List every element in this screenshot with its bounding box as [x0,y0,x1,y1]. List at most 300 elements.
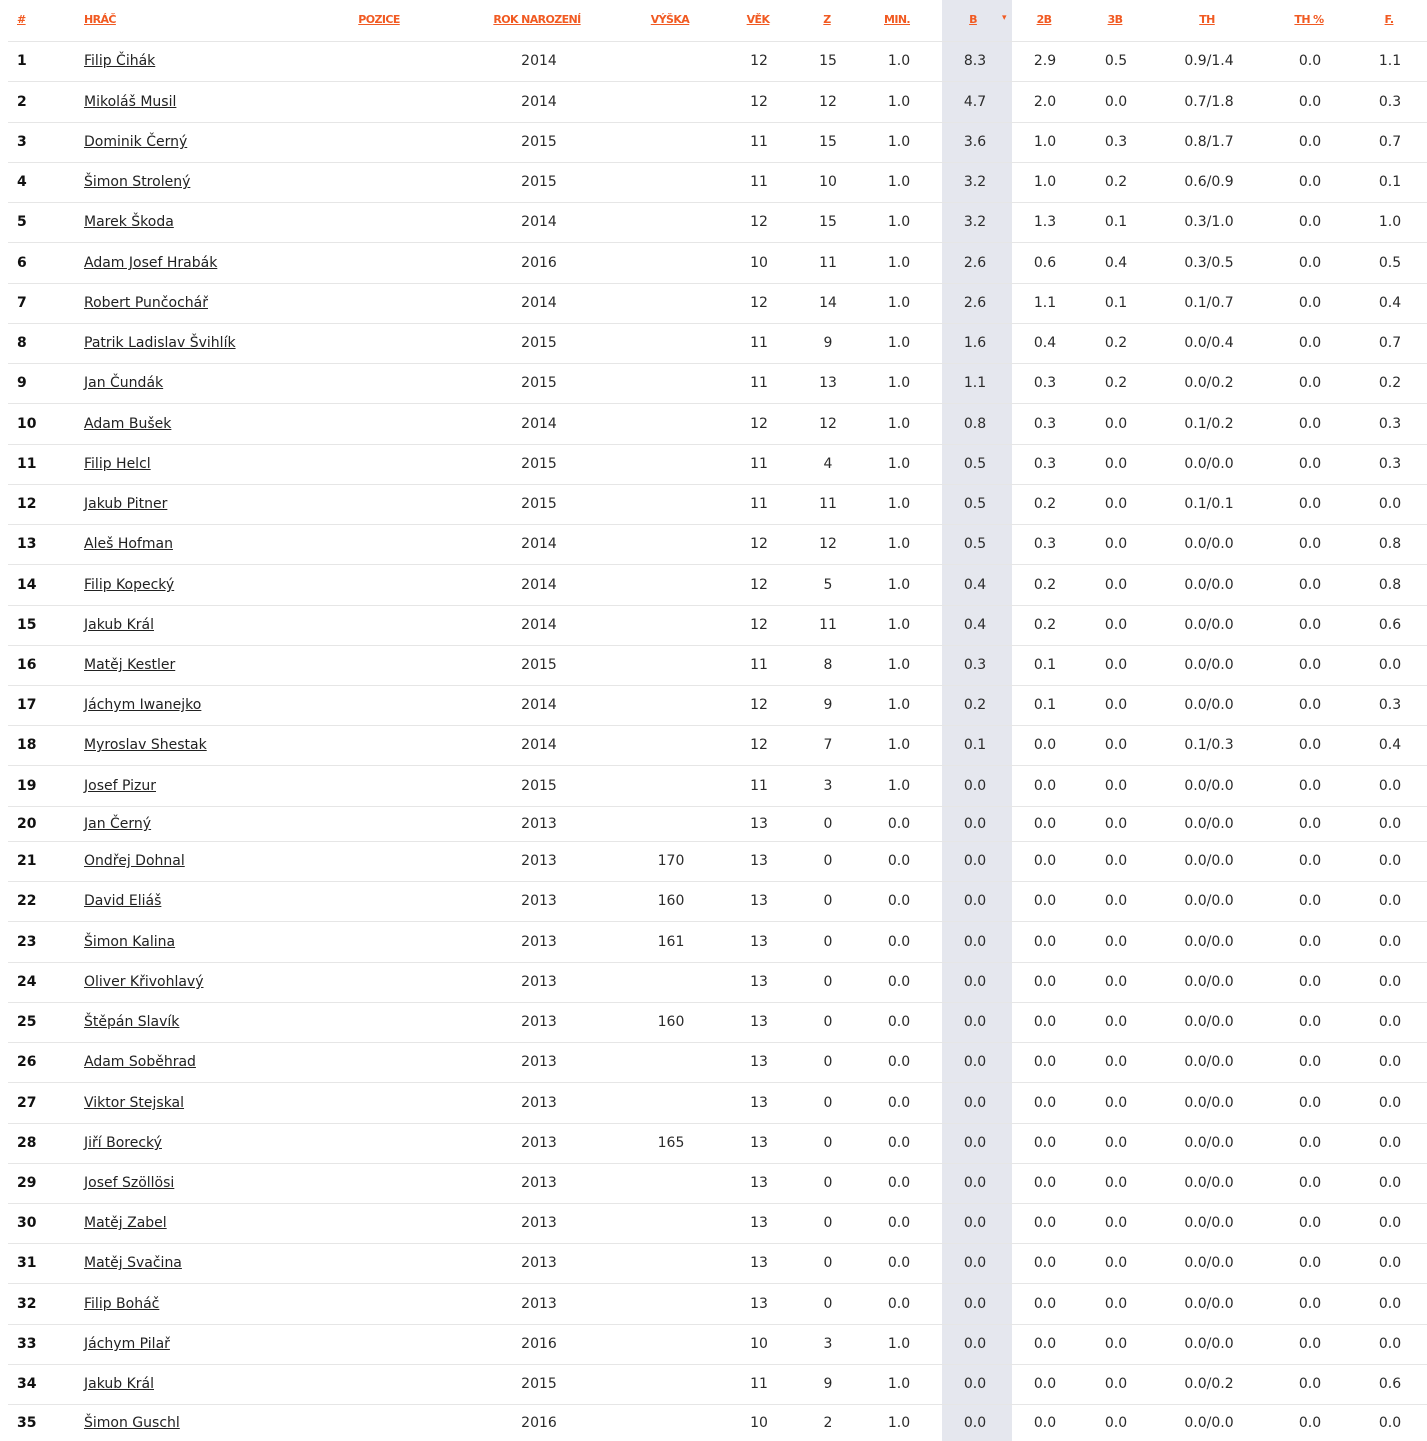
player-link[interactable]: Josef Szöllösi [84,1175,175,1191]
cell-minutes: 1.0 [887,496,911,512]
cell-free-throws: 0.0/0.0 [1184,1014,1234,1030]
cell-ft-pct: 0.0 [1298,816,1322,832]
player-link[interactable]: Patrik Ladislav Švihlík [84,335,236,351]
cell-height: 165 [657,1135,685,1151]
cell-rank: 7 [17,295,27,311]
table-header [0,0,1427,41]
player-link[interactable]: Jakub Král [84,1376,154,1392]
column-header-age[interactable]: VĚK [746,13,770,26]
column-header-fouls[interactable]: F. [1384,13,1394,26]
cell-ft-pct: 0.0 [1298,853,1322,869]
cell-points: 0.5 [963,456,987,472]
player-link[interactable]: Matěj Kestler [84,657,176,673]
cell-fouls: 0.0 [1378,1215,1402,1231]
cell-fouls: 0.8 [1378,536,1402,552]
cell-points: 0.0 [963,974,987,990]
cell-three-pt: 0.0 [1104,1014,1128,1030]
cell-height: 170 [657,853,685,869]
table-row [0,323,1427,363]
player-link[interactable]: Jiří Borecký [84,1135,162,1151]
cell-rank: 32 [17,1296,37,1312]
player-link[interactable]: Ondřej Dohnal [84,853,185,869]
cell-free-throws: 0.1/0.3 [1184,737,1234,753]
cell-rank: 29 [17,1175,37,1191]
cell-games: 14 [819,295,837,311]
cell-rank: 2 [17,94,27,110]
cell-fouls: 0.4 [1378,295,1402,311]
player-link[interactable]: Filip Kopecký [84,577,175,593]
column-header-games[interactable]: Z [823,13,831,26]
cell-fouls: 0.3 [1378,697,1402,713]
cell-ft-pct: 0.0 [1298,1255,1322,1271]
row-divider [8,81,1427,82]
cell-birth-year: 2013 [521,1095,557,1111]
table-row [0,363,1427,403]
cell-free-throws: 0.0/0.0 [1184,934,1234,950]
cell-points: 1.6 [963,335,987,351]
cell-age: 12 [750,697,768,713]
cell-fouls: 0.0 [1378,1095,1402,1111]
cell-birth-year: 2015 [521,657,557,673]
cell-rank: 8 [17,335,27,351]
player-link[interactable]: Filip Čihák [84,53,156,69]
player-link[interactable]: Adam Soběhrad [84,1054,196,1070]
cell-rank: 14 [17,577,37,593]
player-link[interactable]: Jakub Pitner [84,496,168,512]
table-row [0,1082,1427,1123]
cell-three-pt: 0.0 [1104,536,1128,552]
cell-three-pt: 0.0 [1104,416,1128,432]
cell-minutes: 0.0 [887,974,911,990]
cell-three-pt: 0.0 [1104,1095,1128,1111]
table-row [0,1404,1427,1441]
cell-ft-pct: 0.0 [1298,657,1322,673]
cell-points: 1.1 [963,375,987,391]
table-row [0,1002,1427,1042]
cell-three-pt: 0.0 [1104,934,1128,950]
cell-minutes: 1.0 [887,577,911,593]
cell-rank: 24 [17,974,37,990]
cell-ft-pct: 0.0 [1298,1054,1322,1070]
column-header-player[interactable]: HRÁČ [84,13,116,26]
cell-points: 3.2 [963,214,987,230]
cell-minutes: 1.0 [887,214,911,230]
cell-minutes: 0.0 [887,1135,911,1151]
cell-three-pt: 0.0 [1104,778,1128,794]
cell-two-pt: 2.0 [1033,94,1057,110]
player-link[interactable]: Viktor Stejskal [84,1095,185,1111]
cell-birth-year: 2014 [521,536,557,552]
cell-two-pt: 0.3 [1033,456,1057,472]
cell-points: 0.0 [963,1014,987,1030]
cell-three-pt: 0.0 [1104,816,1128,832]
cell-free-throws: 0.9/1.4 [1184,53,1234,69]
cell-birth-year: 2013 [521,1296,557,1312]
cell-three-pt: 0.0 [1104,1054,1128,1070]
cell-games: 12 [819,416,837,432]
cell-rank: 1 [17,53,27,69]
cell-ft-pct: 0.0 [1298,737,1322,753]
cell-minutes: 1.0 [887,53,911,69]
cell-points: 0.0 [963,1054,987,1070]
table-row [0,283,1427,323]
cell-points: 0.0 [963,816,987,832]
player-link[interactable]: Aleš Hofman [84,536,173,552]
cell-fouls: 1.1 [1378,53,1402,69]
cell-minutes: 0.0 [887,1095,911,1111]
row-divider [8,564,1427,565]
cell-rank: 17 [17,697,37,713]
table-row [0,645,1427,685]
cell-two-pt: 0.0 [1033,1296,1057,1312]
cell-two-pt: 0.0 [1033,1014,1057,1030]
cell-two-pt: 0.0 [1033,934,1057,950]
cell-fouls: 0.0 [1378,934,1402,950]
table-row [0,122,1427,162]
cell-fouls: 0.6 [1378,617,1402,633]
column-header-two-pt[interactable]: 2B [1036,13,1052,26]
cell-games: 0 [823,1014,833,1030]
cell-age: 11 [750,456,768,472]
player-link[interactable]: Dominik Černý [84,134,188,150]
cell-three-pt: 0.0 [1104,697,1128,713]
player-link[interactable]: Jáchym Pilař [84,1336,170,1352]
cell-games: 9 [823,1376,833,1392]
cell-fouls: 0.0 [1378,1014,1402,1030]
cell-rank: 30 [17,1215,37,1231]
cell-birth-year: 2014 [521,737,557,753]
cell-fouls: 0.0 [1378,1135,1402,1151]
cell-free-throws: 0.0/0.0 [1184,778,1234,794]
cell-age: 13 [750,1255,768,1271]
cell-ft-pct: 0.0 [1298,496,1322,512]
player-link[interactable]: Jan Černý [84,816,152,832]
cell-ft-pct: 0.0 [1298,1296,1322,1312]
cell-age: 11 [750,335,768,351]
table-row [0,484,1427,524]
cell-three-pt: 0.2 [1104,335,1128,351]
player-link[interactable]: Adam Josef Hrabák [84,255,218,271]
table-row [0,962,1427,1002]
cell-fouls: 0.0 [1378,496,1402,512]
cell-minutes: 0.0 [887,1014,911,1030]
player-link[interactable]: Mikoláš Musil [84,94,177,110]
cell-games: 0 [823,816,833,832]
cell-rank: 15 [17,617,37,633]
cell-fouls: 0.0 [1378,853,1402,869]
column-header-points[interactable]: B [969,13,977,26]
cell-points: 8.3 [963,53,987,69]
cell-birth-year: 2015 [521,335,557,351]
cell-age: 13 [750,1296,768,1312]
cell-minutes: 1.0 [887,617,911,633]
cell-points: 0.0 [963,934,987,950]
cell-minutes: 1.0 [887,134,911,150]
cell-points: 0.2 [963,697,987,713]
cell-ft-pct: 0.0 [1298,1014,1322,1030]
player-link[interactable]: Šimon Kalina [84,934,176,950]
cell-free-throws: 0.1/0.2 [1184,416,1234,432]
cell-rank: 35 [17,1415,37,1431]
cell-free-throws: 0.0/0.0 [1184,1135,1234,1151]
cell-ft-pct: 0.0 [1298,1336,1322,1352]
table-row [0,841,1427,881]
table-row [0,605,1427,645]
cell-two-pt: 0.3 [1033,536,1057,552]
cell-games: 9 [823,697,833,713]
cell-minutes: 1.0 [887,657,911,673]
cell-free-throws: 0.0/0.0 [1184,657,1234,673]
cell-two-pt: 0.1 [1033,697,1057,713]
player-link[interactable]: Štěpán Slavík [84,1014,180,1030]
cell-birth-year: 2014 [521,214,557,230]
player-link[interactable]: Matěj Svačina [84,1255,182,1271]
cell-ft-pct: 0.0 [1298,577,1322,593]
cell-age: 12 [750,416,768,432]
cell-ft-pct: 0.0 [1298,456,1322,472]
cell-birth-year: 2013 [521,1255,557,1271]
row-divider [8,725,1427,726]
column-header-position[interactable]: POZICE [358,13,400,26]
cell-age: 13 [750,1135,768,1151]
cell-age: 11 [750,657,768,673]
cell-minutes: 1.0 [887,375,911,391]
cell-ft-pct: 0.0 [1298,1415,1322,1431]
cell-fouls: 0.3 [1378,94,1402,110]
cell-minutes: 0.0 [887,1296,911,1312]
cell-free-throws: 0.8/1.7 [1184,134,1234,150]
cell-games: 5 [823,577,833,593]
row-divider [8,363,1427,364]
row-divider [8,1283,1427,1284]
table-row [0,162,1427,202]
cell-points: 0.0 [963,1296,987,1312]
player-link[interactable]: Myroslav Shestak [84,737,207,753]
cell-games: 0 [823,1135,833,1151]
cell-free-throws: 0.7/1.8 [1184,94,1234,110]
cell-points: 0.4 [963,577,987,593]
cell-points: 0.0 [963,1095,987,1111]
cell-age: 13 [750,1054,768,1070]
cell-three-pt: 0.0 [1104,456,1128,472]
player-link[interactable]: Josef Pizur [84,778,156,794]
cell-ft-pct: 0.0 [1298,536,1322,552]
cell-three-pt: 0.0 [1104,1175,1128,1191]
cell-free-throws: 0.6/0.9 [1184,174,1234,190]
cell-three-pt: 0.3 [1104,134,1128,150]
row-divider [8,524,1427,525]
cell-three-pt: 0.0 [1104,1135,1128,1151]
sort-desc-icon: ▾ [1002,13,1007,23]
cell-free-throws: 0.0/0.0 [1184,456,1234,472]
cell-three-pt: 0.0 [1104,737,1128,753]
row-divider [8,403,1427,404]
cell-rank: 20 [17,816,37,832]
row-divider [8,484,1427,485]
cell-games: 0 [823,1095,833,1111]
player-link[interactable]: Oliver Křivohlavý [84,974,204,990]
column-header-height[interactable]: VÝŠKA [650,13,690,26]
cell-three-pt: 0.0 [1104,1336,1128,1352]
cell-rank: 31 [17,1255,37,1271]
cell-ft-pct: 0.0 [1298,1095,1322,1111]
cell-fouls: 0.0 [1378,816,1402,832]
cell-age: 11 [750,375,768,391]
player-link[interactable]: Jáchym Iwanejko [84,697,202,713]
table-row [0,1324,1427,1364]
row-divider [8,242,1427,243]
cell-free-throws: 0.0/0.0 [1184,617,1234,633]
row-divider [8,122,1427,123]
cell-birth-year: 2013 [521,1135,557,1151]
cell-points: 0.0 [963,1175,987,1191]
player-link[interactable]: Filip Boháč [84,1296,160,1312]
cell-birth-year: 2016 [521,1336,557,1352]
cell-fouls: 0.3 [1378,416,1402,432]
cell-birth-year: 2015 [521,174,557,190]
cell-minutes: 1.0 [887,1336,911,1352]
player-link[interactable]: Šimon Strolený [84,174,191,190]
cell-minutes: 0.0 [887,853,911,869]
cell-fouls: 0.0 [1378,1415,1402,1431]
cell-minutes: 0.0 [887,1215,911,1231]
cell-ft-pct: 0.0 [1298,617,1322,633]
cell-two-pt: 0.0 [1033,974,1057,990]
cell-ft-pct: 0.0 [1298,174,1322,190]
cell-birth-year: 2013 [521,853,557,869]
cell-points: 0.8 [963,416,987,432]
column-header-birth-year[interactable]: ROK NAROZENÍ [493,13,581,26]
cell-birth-year: 2014 [521,94,557,110]
cell-three-pt: 0.2 [1104,375,1128,391]
table-row [0,921,1427,962]
row-divider [8,685,1427,686]
table-row [0,1123,1427,1163]
cell-free-throws: 0.0/0.0 [1184,1296,1234,1312]
cell-birth-year: 2014 [521,416,557,432]
cell-fouls: 0.0 [1378,893,1402,909]
player-link[interactable]: Matěj Zabel [84,1215,167,1231]
cell-games: 11 [819,255,837,271]
table-row [0,242,1427,283]
player-link[interactable]: Adam Bušek [84,416,172,432]
column-header-three-pt[interactable]: 3B [1107,13,1123,26]
cell-age: 12 [750,536,768,552]
cell-games: 10 [819,174,837,190]
cell-games: 4 [823,456,833,472]
cell-rank: 9 [17,375,27,391]
player-link[interactable]: Jan Čundák [84,375,164,391]
cell-birth-year: 2013 [521,974,557,990]
cell-free-throws: 0.0/0.0 [1184,893,1234,909]
cell-games: 11 [819,617,837,633]
row-divider [8,1364,1427,1365]
cell-age: 13 [750,1095,768,1111]
cell-age: 13 [750,1014,768,1030]
cell-two-pt: 0.0 [1033,853,1057,869]
cell-games: 11 [819,496,837,512]
cell-free-throws: 0.1/0.7 [1184,295,1234,311]
cell-two-pt: 0.0 [1033,1135,1057,1151]
cell-points: 0.0 [963,1135,987,1151]
cell-two-pt: 1.0 [1033,174,1057,190]
cell-age: 13 [750,1175,768,1191]
cell-two-pt: 0.0 [1033,1336,1057,1352]
cell-two-pt: 0.0 [1033,1054,1057,1070]
cell-games: 8 [823,657,833,673]
cell-age: 12 [750,94,768,110]
cell-free-throws: 0.0/0.0 [1184,974,1234,990]
cell-minutes: 0.0 [887,1255,911,1271]
cell-ft-pct: 0.0 [1298,934,1322,950]
cell-points: 0.5 [963,496,987,512]
cell-fouls: 0.6 [1378,1376,1402,1392]
column-header-free-throws[interactable]: TH [1199,13,1215,26]
cell-free-throws: 0.0/0.4 [1184,335,1234,351]
cell-fouls: 0.0 [1378,1296,1402,1312]
cell-points: 3.6 [963,134,987,150]
cell-free-throws: 0.0/0.0 [1184,1215,1234,1231]
column-header-minutes[interactable]: MIN. [883,13,911,26]
player-link[interactable]: Šimon Guschl [84,1415,180,1431]
cell-three-pt: 0.0 [1104,577,1128,593]
player-link[interactable]: Marek Škoda [84,214,174,230]
row-divider [8,1203,1427,1204]
cell-minutes: 1.0 [887,456,911,472]
cell-three-pt: 0.0 [1104,974,1128,990]
cell-two-pt: 0.0 [1033,1376,1057,1392]
cell-free-throws: 0.0/0.0 [1184,1054,1234,1070]
cell-birth-year: 2016 [521,255,557,271]
cell-minutes: 0.0 [887,816,911,832]
player-link[interactable]: Filip Helcl [84,456,151,472]
player-link[interactable]: Jakub Král [84,617,154,633]
cell-two-pt: 0.0 [1033,1255,1057,1271]
cell-fouls: 0.0 [1378,1175,1402,1191]
table-row [0,1243,1427,1283]
cell-fouls: 0.4 [1378,737,1402,753]
cell-two-pt: 0.6 [1033,255,1057,271]
cell-free-throws: 0.0/0.0 [1184,1095,1234,1111]
table-row [0,881,1427,921]
row-divider [8,645,1427,646]
cell-ft-pct: 0.0 [1298,416,1322,432]
player-link[interactable]: Robert Punčochář [84,295,208,311]
cell-ft-pct: 0.0 [1298,214,1322,230]
cell-three-pt: 0.0 [1104,1215,1128,1231]
table-row [0,1283,1427,1324]
cell-points: 3.2 [963,174,987,190]
column-header-rank[interactable]: # [17,13,26,26]
cell-two-pt: 0.4 [1033,335,1057,351]
cell-birth-year: 2014 [521,697,557,713]
cell-age: 12 [750,295,768,311]
cell-three-pt: 0.0 [1104,1296,1128,1312]
cell-free-throws: 0.3/0.5 [1184,255,1234,271]
player-link[interactable]: David Eliáš [84,893,162,909]
cell-free-throws: 0.0/0.0 [1184,1255,1234,1271]
cell-fouls: 0.3 [1378,456,1402,472]
cell-rank: 5 [17,214,27,230]
column-header-ft-pct[interactable]: TH % [1294,13,1324,26]
cell-two-pt: 0.3 [1033,416,1057,432]
cell-games: 0 [823,1255,833,1271]
cell-three-pt: 0.1 [1104,295,1128,311]
table-row [0,685,1427,725]
cell-three-pt: 0.0 [1104,853,1128,869]
cell-points: 0.1 [963,737,987,753]
cell-age: 11 [750,778,768,794]
